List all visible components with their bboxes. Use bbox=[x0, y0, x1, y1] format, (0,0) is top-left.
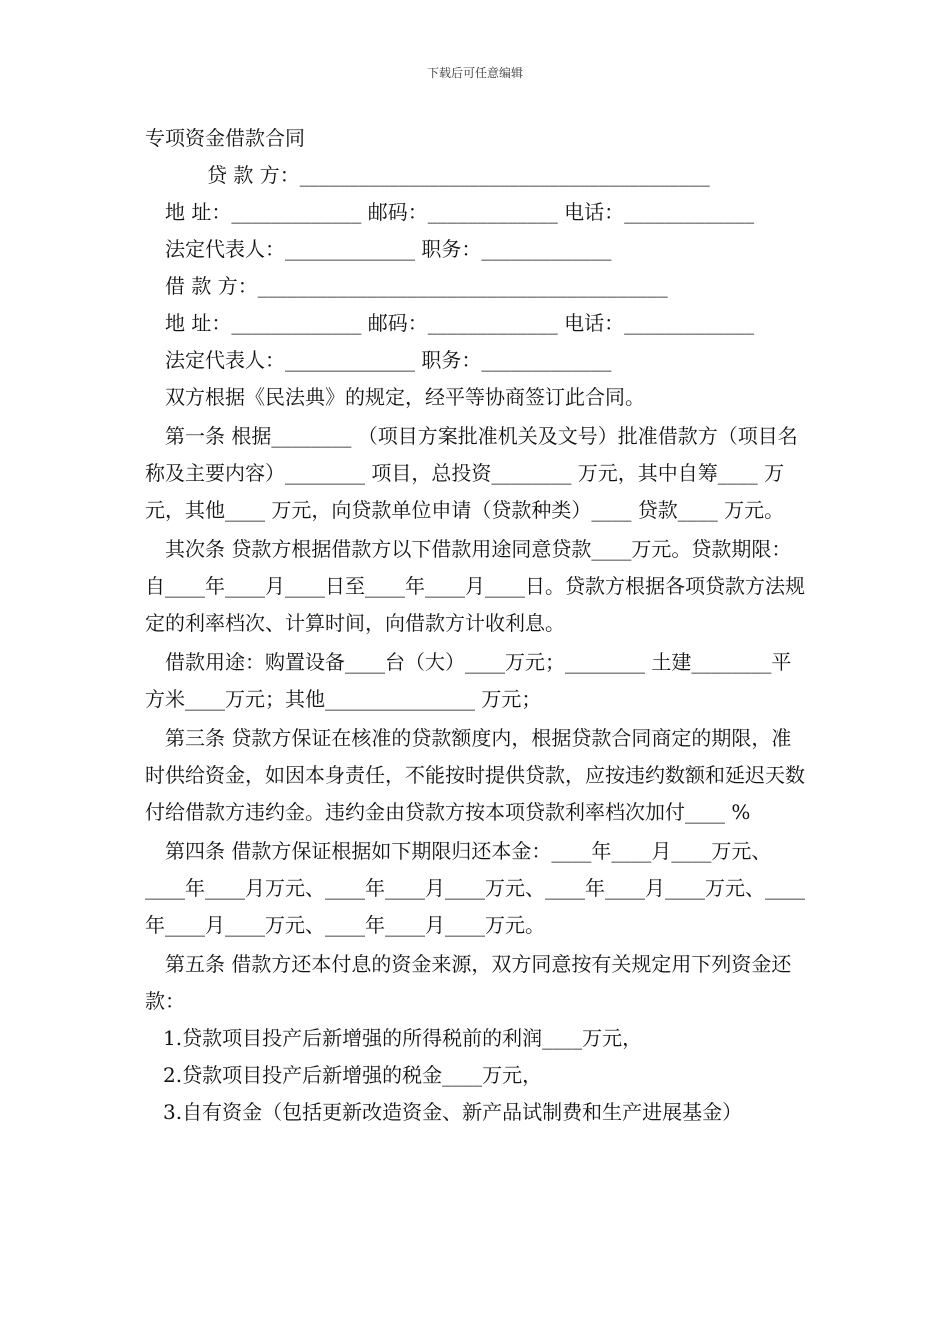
article-2: 其次条 贷款方根据借款方以下借款用途同意贷款____万元。贷款期限：自____年____月____日至____年____月____日。贷款方根据各项贷款方法规定的利率档次、计算时间，向借款方计收利息。 bbox=[145, 537, 805, 635]
article-4: 第四条 借款方保证根据如下期限归还本金：____年____月____万元、____年____月万元、____年____月____万元、____年____月____万元、____年____月____万元、____年____月____万元。 bbox=[145, 839, 805, 937]
lender-representative-line: 法定代表人：_____________ 职务：_____________ bbox=[165, 237, 612, 261]
intro-paragraph: 双方根据《民法典》的规定，经平等协商签订此合同。 bbox=[165, 385, 645, 409]
lender-line: 贷 款 方：_________________________________________ bbox=[207, 163, 710, 187]
list-item-3: 3.自有资金（包括更新改造资金、新产品试制费和生产进展基金） bbox=[163, 1100, 743, 1124]
list-item-1: 1.贷款项目投产后新增强的所得税前的利润____万元， bbox=[163, 1026, 643, 1050]
borrower-address-line: 地 址：_____________ 邮码：_____________ 电话：_____________ bbox=[165, 311, 755, 335]
list-item-2: 2.贷款项目投产后新增强的税金____万元， bbox=[163, 1063, 543, 1087]
article-1: 第一条 根据________ （项目方案批准机关及文号）批准借款方（项目名称及主要内容）________ 项目，总投资________ 万元，其中自筹____ 万元，其他____ 万元，向贷款单位申请（贷款种类）____ 贷款____ 万元。 bbox=[145, 424, 798, 522]
borrower-line: 借 款 方：_________________________________________ bbox=[165, 274, 668, 298]
article-5: 第五条 借款方还本付息的资金来源，双方同意按有关规定用下列资金还款： bbox=[145, 952, 792, 1013]
article-2-loan-use: 借款用途：购置设备____台（大）____万元；________ 土建________平方米____万元；其他_______________ 万元； bbox=[145, 650, 792, 711]
page-header: 下载后可任意编辑 bbox=[426, 66, 523, 80]
contract-document bbox=[145, 120, 807, 1131]
borrower-representative-line: 法定代表人：_____________ 职务：_____________ bbox=[165, 348, 612, 372]
article-3: 第三条 贷款方保证在核准的贷款额度内，根据贷款合同商定的期限，准时供给资金，如因本身责任，不能按时提供贷款，应按违约数额和延迟天数付给借款方违约金。违约金由贷款方按本项贷款利率档次加付____ % bbox=[145, 726, 805, 824]
document-title: 专项资金借款合同 bbox=[145, 126, 305, 150]
lender-address-line: 地 址：_____________ 邮码：_____________ 电话：_____________ bbox=[165, 200, 755, 224]
